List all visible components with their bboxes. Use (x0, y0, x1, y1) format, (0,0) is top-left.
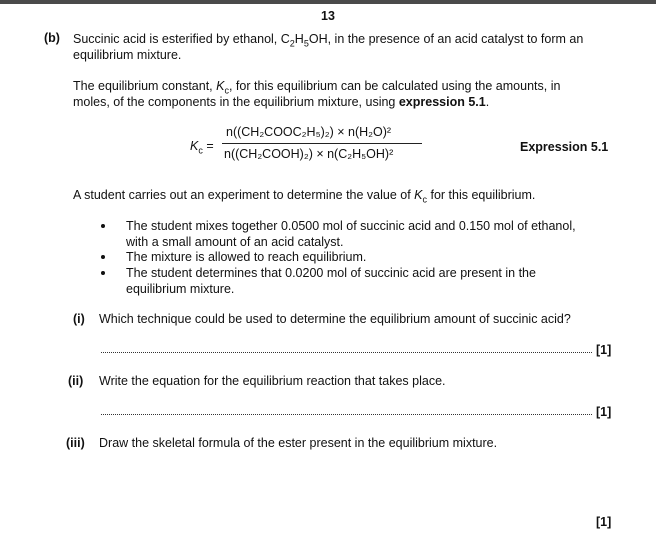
question-i-label: (i) (73, 312, 85, 326)
bullet-3 (101, 271, 105, 275)
question-ii-text: Write the equation for the equilibrium reaction that takes place. (99, 374, 446, 388)
question-iii-text: Draw the skeletal formula of the ester present in the equilibrium mixture. (99, 436, 498, 450)
answer-line-i[interactable] (101, 352, 592, 353)
question-ii-label: (ii) (68, 374, 84, 388)
answer-line-ii[interactable] (101, 414, 592, 415)
expression-denominator: n((CH₂COOH)₂) × n(C₂H₅OH)² (224, 147, 394, 161)
bullet-2 (101, 255, 105, 259)
page-number: 13 (321, 9, 335, 23)
bullet-item-2: The mixture is allowed to reach equilibrium. (126, 250, 367, 264)
kc-symbol: $K_c$ = (190, 139, 214, 156)
question-i-text: Which technique could be used to determine the equilibrium amount of succinic acid? (99, 312, 571, 326)
question-iii-label: (iii) (66, 436, 85, 450)
expression-numerator: n((CH₂COOC₂H₅)₂) × n(H₂O)² (226, 125, 392, 139)
expression-label: Expression 5.1 (520, 140, 609, 154)
mark-i: [1] (596, 343, 612, 357)
part-label: (b) (44, 31, 60, 45)
fraction-bar (222, 143, 422, 144)
top-border (0, 0, 656, 4)
drawing-area[interactable] (99, 456, 589, 516)
bullet-item-3: The student determines that 0.0200 mol of succinic acid are present in the equilibrium mixture. (126, 266, 536, 296)
mark-iii: [1] (596, 515, 612, 529)
bullet-item-1: The student mixes together 0.0500 mol of succinic acid and 0.150 mol of ethanol, with a small amount of an acid catalyst. (126, 219, 576, 249)
bullet-1 (101, 224, 105, 228)
kc-paragraph: The equilibrium constant, $K_c$, for this equilibrium can be calculated using the amounts, in moles, of the components in the equilibrium mixture, using expression 5.1. (73, 79, 561, 109)
experiment-text: A student carries out an experiment to determine the value of $K_c$ for this equilibrium. (73, 188, 536, 205)
mark-ii: [1] (596, 405, 612, 419)
intro-text: Succinic acid is esterified by ethanol, $C_2H_5OH$, in the presence of an acid catalyst to form an equilibrium mixture. (73, 32, 584, 62)
